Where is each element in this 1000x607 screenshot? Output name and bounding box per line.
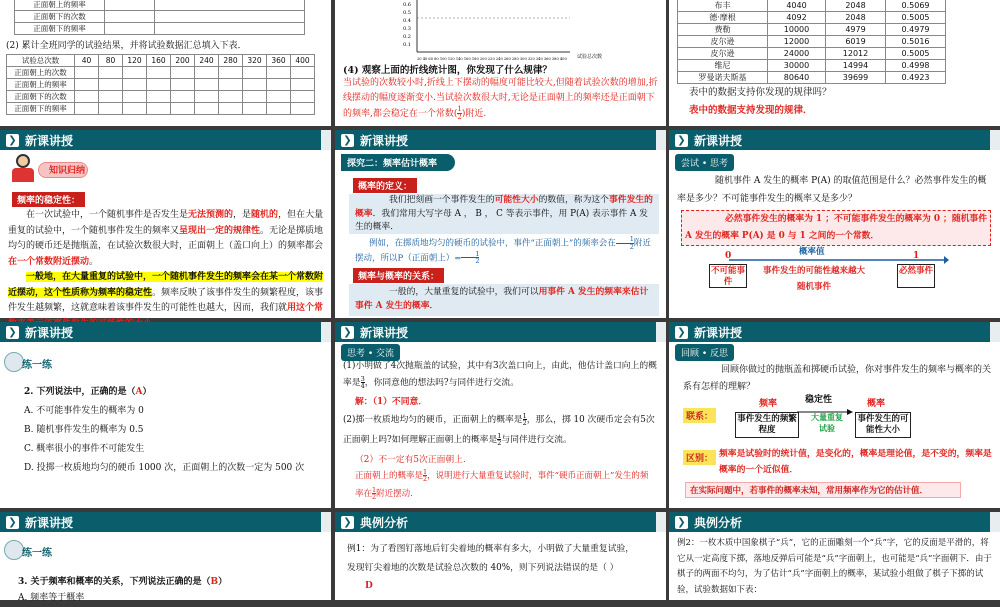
y-tick: 0.3: [403, 26, 411, 32]
text: 附近摆动，所以P（正面朝上）=: [355, 238, 651, 263]
table-cell: 0.5005: [886, 48, 946, 60]
table-cell: 14994: [826, 60, 886, 72]
text: 附近摆动.: [376, 489, 413, 499]
table-cell: 正面朝上的频率: [7, 79, 75, 91]
one-label: 1: [913, 251, 920, 261]
empty-cell[interactable]: [123, 79, 147, 91]
empty-cell[interactable]: [291, 79, 315, 91]
empty-cell[interactable]: [219, 103, 243, 115]
table-cell: 正面朝上的频率: [15, 0, 105, 11]
table-cell: 2048: [826, 0, 886, 12]
text: 一般的，大量重复的试验中，我们可以: [389, 287, 539, 297]
flag-decoration: [321, 322, 331, 342]
table-cell: 12000: [768, 36, 826, 48]
table-header: 试验总次数: [7, 55, 75, 67]
slide-2[interactable]: [335, 0, 666, 126]
impossible-event-box: 不可能事件: [710, 266, 745, 287]
table-cell: 正面朝下的频率: [7, 103, 75, 115]
empty-cell[interactable]: [267, 67, 291, 79]
empty-cell[interactable]: [195, 79, 219, 91]
fraction: [616, 236, 634, 250]
section-header: [669, 322, 1000, 342]
denominator: 2: [457, 113, 462, 121]
empty-cell[interactable]: [243, 91, 267, 103]
option-a[interactable]: A. 频率等于概率: [18, 593, 85, 603]
numerator: 3: [360, 374, 365, 383]
record-table-top: [14, 0, 305, 35]
text: ．我们常用大写字母 A ， B ， C 等表示事件，用 P(A) 表示事件 A 发生的概率．: [355, 208, 648, 232]
option-b[interactable]: B. 随机事件发生的概率为 0.5: [24, 425, 144, 435]
table-header: 40: [75, 55, 99, 67]
empty-cell[interactable]: [75, 103, 99, 115]
table-row: [678, 48, 946, 60]
answer-letter: D: [365, 581, 373, 591]
question-2: [343, 410, 661, 450]
denominator: 4: [360, 382, 365, 390]
slide-5[interactable]: [335, 130, 666, 318]
slide-12[interactable]: [669, 512, 1000, 600]
table-cell: 费勒: [678, 24, 768, 36]
header-title: 新课讲授: [25, 133, 74, 148]
empty-cell[interactable]: [267, 79, 291, 91]
numerator: 1: [457, 105, 462, 113]
table-cell: 正面朝下的频率: [15, 23, 105, 35]
text: 2. 下列说法中，正确的是（: [24, 387, 136, 397]
section-header: [335, 322, 666, 342]
table-cell: 30000: [768, 60, 826, 72]
definition-text: [355, 194, 655, 235]
text: 在一次试验中，一个随机事件是否发生是: [26, 210, 189, 220]
table-cell: 0.5005: [886, 12, 946, 24]
text: ，是: [233, 210, 252, 220]
probability-value-label: 概率值: [799, 247, 825, 257]
numerator: 1: [497, 431, 502, 440]
text-red: 用事件 A 发生的频率来估计事件 A 发生的概率: [355, 287, 649, 311]
note-box: 在实际问题中，若事件的概率未知，常用频率作为它的估计值．: [685, 482, 961, 498]
y-tick: 0.5: [403, 10, 411, 16]
chevron-icon: ❯: [6, 326, 19, 339]
question-text: [24, 384, 152, 401]
text: ，你同意他的想法吗?与同伴进行交流。: [364, 378, 520, 388]
answer-text: [343, 76, 661, 122]
table-cell: 罗曼诺夫斯基: [678, 72, 768, 84]
flag-decoration: [321, 130, 331, 150]
header-title: 新课讲授: [360, 133, 409, 148]
definition-label: 概率的定义：: [353, 178, 417, 193]
text-red: 可能性大小: [494, 195, 539, 205]
example-text: [355, 236, 655, 265]
section-header: [335, 130, 666, 150]
flag-decoration: [656, 322, 666, 342]
denominator: 2: [629, 242, 634, 251]
header-title: 新课讲授: [360, 325, 409, 340]
table-cell: 布丰: [678, 0, 768, 12]
text: ，说明进行大量重复试验时，事件“硬币正面朝上”发生的频率在: [355, 471, 649, 499]
slide-3[interactable]: [669, 0, 1000, 126]
answer-text: 表中的数据支持发现的规律．: [689, 105, 813, 116]
badge-label: 练一练: [22, 360, 52, 371]
empty-cell[interactable]: [267, 103, 291, 115]
text: ，那么，掷 10 次硬币定会有5次正面朝上吗?如何理解正面朝上的概率是: [343, 415, 655, 445]
table-cell: 0.4923: [886, 72, 946, 84]
answer-letter: B: [210, 577, 219, 587]
flag-decoration: [990, 512, 1000, 532]
table-cell: 24000: [768, 48, 826, 60]
example-text: 例2：一枚木质中国象棋子“兵”，它的正面雕刻一个“兵”字，它的反面是平滑的，将它从一定高度下掷，落地反弹后可能是“兵”字面朝上，也可能是“兵”字面朝下．由于棋子的两面不均匀，为了估计“兵”字面朝上的概率，某试验小组做了棋子下掷的试验，试验数据如下表：: [677, 538, 992, 595]
slide-10[interactable]: [0, 512, 331, 603]
text: 。无论是掷质地均匀的硬币还是抛瓶盖，在试验次数很大时，正面朝上（盖口向上）的频率都会: [8, 225, 324, 251]
header-title: 新课讲授: [694, 133, 743, 148]
chevron-icon: ❯: [675, 326, 688, 339]
text: 例如，在掷质地均匀的硬币的试验中，事件“正面朝上”的频率会在: [369, 238, 616, 249]
chevron-icon: ❯: [6, 134, 19, 147]
try-think-tag: 尝试 • 思考: [675, 154, 734, 171]
numerator: 1: [423, 467, 428, 476]
think-exchange-tag: 思考 • 交流: [341, 344, 400, 361]
chevron-icon: ❯: [675, 516, 688, 529]
section-header: [669, 512, 1000, 532]
text: 我们把刻画一个事件发生的: [389, 195, 495, 205]
text: ）: [142, 387, 152, 397]
table-header: 320: [243, 55, 267, 67]
empty-cell[interactable]: [219, 91, 243, 103]
slide-8[interactable]: [335, 322, 666, 508]
table-cell: 12012: [826, 48, 886, 60]
empty-cell[interactable]: [75, 91, 99, 103]
table-cell: 0.4998: [886, 60, 946, 72]
denominator: 2: [372, 493, 377, 501]
frequency-box: 事件发生的频繁程度: [735, 412, 799, 438]
zero-label: 0: [725, 251, 732, 261]
table-cell: 2048: [826, 12, 886, 24]
flag-decoration: [656, 130, 666, 150]
text: (1)小明做了4次抛瓶盖的试验，其中有3次盖口向上，由此，他估计盖口向上的概率是: [343, 361, 657, 388]
table-row: [678, 60, 946, 72]
empty-cell[interactable]: [195, 103, 219, 115]
question-text: 表中的数据支持你发现的规律吗？: [689, 87, 832, 98]
answer-letter: A: [135, 387, 143, 397]
question-text: [18, 574, 227, 591]
text: 与同伴进行交流。: [501, 435, 572, 445]
text-highlight: 一般地，在大量重复的试验中，一个随机事件发生的频率会在某一个常数附近摆动，这个性质称为频率的稳定性: [8, 272, 324, 298]
text: 正面朝上的概率是: [355, 471, 424, 481]
option-d[interactable]: D. 投掷一枚质地均匀的硬币 1000 次，正面朝上的次数一定为 500 次: [24, 463, 305, 473]
text-red: 呈现出一定的规律性: [179, 225, 261, 236]
paragraph-1: [8, 208, 326, 270]
section-header: [0, 322, 331, 342]
empty-cell[interactable]: [75, 79, 99, 91]
slide-9[interactable]: [669, 322, 1000, 508]
probability-label: 概率: [867, 399, 886, 409]
text-red: 用这个常: [287, 303, 324, 313]
example-text: [347, 540, 637, 578]
frequency-label: 频率: [759, 399, 778, 409]
empty-cell[interactable]: [99, 67, 123, 79]
review-tag: 回顾 • 反思: [675, 344, 734, 361]
text: ．: [429, 301, 439, 311]
chevron-icon: ❯: [341, 516, 354, 529]
knowledge-badge: [38, 162, 88, 178]
empty-cell[interactable]: [171, 67, 195, 79]
certain-event-box: 必然事件: [897, 264, 935, 288]
table-header: 200: [171, 55, 195, 67]
section-header: [0, 512, 331, 532]
table-cell: 4092: [768, 12, 826, 24]
empty-cell[interactable]: [147, 91, 171, 103]
question-text: (2) 累计全班同学的试验结果，并将试验数据汇总填入下表．: [6, 41, 247, 51]
slide-1[interactable]: [0, 0, 331, 126]
table-cell: 正面朝下的次数: [7, 91, 75, 103]
chevron-icon: ❯: [341, 326, 354, 339]
answer-end: )附近.: [461, 109, 487, 119]
practice-badge: [4, 352, 64, 374]
table-row: [678, 12, 946, 24]
fraction: [461, 251, 479, 265]
table-cell: 10000: [768, 24, 826, 36]
question-1: [343, 358, 661, 392]
text-red: 无法预测的: [188, 210, 234, 220]
x-ticks: 20 40 60 80 100 120 140 160 180 200 220 240 260 280 300 320 340 360 380 400: [417, 57, 567, 61]
table-header: 240: [195, 55, 219, 67]
numerator: 1: [616, 236, 634, 244]
options-list: [24, 402, 314, 478]
increasing-label: 事件发生的可能性越来越大: [763, 266, 866, 276]
table-cell: 0.5016: [886, 36, 946, 48]
flag-decoration: [656, 512, 666, 532]
repeat-trials-label: 大量重复试验: [811, 412, 843, 433]
table-cell: 正面朝下的次数: [15, 11, 105, 23]
line-chart-axes: [395, 0, 655, 62]
table-row: [678, 24, 946, 36]
y-tick: 0.1: [403, 42, 411, 48]
empty-cell[interactable]: [123, 91, 147, 103]
table-row: [678, 0, 946, 12]
y-tick: 0.2: [403, 34, 411, 40]
header-title: 新课讲授: [694, 325, 743, 340]
section-label: 频率的稳定性：: [12, 192, 85, 207]
chevron-icon: ❯: [6, 516, 19, 529]
text-red: 在一个常数附近摆动: [8, 256, 90, 267]
difference-text: 频率是试验时的统计值，是变化的，概率是理论值，是不变的，频率是概率的一个近似值．: [719, 449, 992, 475]
inquiry-tag: 探究二：频率估计概率: [341, 154, 455, 171]
empty-cell[interactable]: [195, 91, 219, 103]
empty-cell[interactable]: [243, 103, 267, 115]
table-header: 80: [99, 55, 123, 67]
header-title: 新课讲授: [25, 325, 74, 340]
y-tick: 0.4: [403, 18, 411, 24]
header-title: 典例分析: [694, 515, 743, 530]
header-title: 典例分析: [360, 515, 409, 530]
answer-3: [355, 467, 655, 503]
x-label: 试验总次数: [577, 54, 603, 60]
empty-cell[interactable]: [123, 67, 147, 79]
flag-decoration: [321, 512, 331, 532]
relation-text: [355, 285, 655, 313]
table-row: [678, 72, 946, 84]
denominator: 2: [497, 439, 502, 447]
table-cell: 维尼: [678, 60, 768, 72]
table-cell: 0.4979: [886, 24, 946, 36]
denominator: 2: [475, 257, 480, 265]
option-c[interactable]: C. 概率很小的事件不可能发生: [24, 444, 145, 454]
chevron-icon: ❯: [675, 134, 688, 147]
slide-6[interactable]: [669, 130, 1000, 318]
table-cell: 4979: [826, 24, 886, 36]
table-cell: 80640: [768, 72, 826, 84]
slide-11[interactable]: [335, 512, 666, 600]
badge-label: 练一练: [22, 548, 52, 559]
text: 例1：为了看图钉落地后钉尖着地的概率有多大，小明做了大量重复试验，发现钉尖着地的次数是试验总次数的 40%，则下列说法错误的是（ ）: [347, 544, 635, 573]
table-cell: 4040: [768, 0, 826, 12]
summary-table: [6, 54, 315, 115]
header-title: 新课讲授: [25, 515, 74, 530]
table-cell: 0.5069: [886, 0, 946, 12]
relation-label: 联系：: [683, 408, 716, 423]
empty-cell[interactable]: [291, 67, 315, 79]
slide-4[interactable]: [0, 130, 331, 318]
text-red: 事件发生的概率: [355, 195, 653, 219]
y-tick: 0.6: [403, 2, 411, 8]
empty-cell[interactable]: [147, 79, 171, 91]
question-text: 随机事件 A 发生的概率 P(A) 的取值范围是什么？必然事件发生的概率是多少？不可能事件发生的概率又是多少？: [677, 176, 987, 204]
table-cell: 正面朝上的次数: [7, 67, 75, 79]
empty-cell[interactable]: [219, 79, 243, 91]
empty-cell[interactable]: [123, 103, 147, 115]
difference-label: 区别：: [683, 450, 716, 465]
section-header: [0, 130, 331, 150]
empty-cell[interactable]: [171, 91, 195, 103]
text: ，但在大量重复的试验中，一个随机事件发生的频率又: [8, 210, 324, 236]
text: (2)掷一枚质地均匀的硬币，正面朝上的概率是: [343, 415, 523, 425]
table-header: 120: [123, 55, 147, 67]
text: 的数值，称为这个: [538, 195, 609, 205]
empty-cell[interactable]: [243, 79, 267, 91]
empty-cell[interactable]: [267, 91, 291, 103]
table-cell: 皮尔逊: [678, 48, 768, 60]
empty-cell[interactable]: [291, 103, 315, 115]
chevron-icon: ❯: [341, 134, 354, 147]
text: 3. 关于频率和概率的关系，下列说法正确的是（: [18, 577, 211, 587]
empty-cell[interactable]: [171, 79, 195, 91]
numerator: 1: [461, 251, 479, 259]
probability-box: 事件发生的可能性大小: [855, 412, 911, 438]
empty-cell[interactable]: [147, 67, 171, 79]
text: 。: [89, 256, 99, 267]
flag-decoration: [990, 322, 1000, 342]
question-text: 回顾你做过的抛瓶盖和掷硬币试验，你对事件发生的频率与概率的关系有怎样的理解？: [683, 365, 992, 392]
flag-decoration: [990, 130, 1000, 150]
empty-cell[interactable]: [99, 79, 123, 91]
numerator: 1: [522, 411, 527, 420]
relation-label: 频率与概率的关系：: [353, 268, 444, 283]
text-red: 随机的: [251, 210, 279, 220]
answer-1: 解：（1）不同意．: [355, 397, 428, 407]
empty-cell[interactable]: [99, 103, 123, 115]
empty-cell[interactable]: [243, 67, 267, 79]
table-header: 400: [291, 55, 315, 67]
empty-cell[interactable]: [75, 67, 99, 79]
empty-cell[interactable]: [195, 67, 219, 79]
denominator: 2: [522, 419, 527, 427]
empty-cell[interactable]: [99, 91, 123, 103]
teacher-icon: [10, 154, 36, 186]
slide-7[interactable]: [0, 322, 331, 508]
stability-label: 稳定性: [805, 395, 833, 405]
answer-2: （2）不一定有5次正面朝上.: [355, 455, 466, 465]
empty-cell[interactable]: [147, 103, 171, 115]
table-header: 360: [267, 55, 291, 67]
empty-cell[interactable]: [171, 103, 195, 115]
random-event-label: 随机事件: [797, 282, 832, 292]
answer-text: 必然事件发生的概率为 1 ；不可能事件发生的概率为 0 ；随机事件 A 发生的概率 P(A) 是 0 与 1 之间的一个常数．: [685, 214, 988, 241]
section-header: [335, 512, 666, 532]
denominator: 2: [423, 475, 428, 483]
table-row: [678, 36, 946, 48]
empty-cell[interactable]: [291, 91, 315, 103]
table-cell: 6019: [826, 36, 886, 48]
section-header: [669, 130, 1000, 150]
table-cell: 皮尔逊: [678, 36, 768, 48]
text: 。频率反映了该事件发生的频繁程度，该事件发生越频繁，这就意味着该事件发生的可能性也越大，因而，我们就: [8, 287, 324, 313]
badge-label: 知识归纳: [49, 166, 86, 176]
empty-cell[interactable]: [219, 67, 243, 79]
question-text: (4) 观察上面的折线统计图，你发现了什么规律？: [343, 65, 552, 76]
option-a[interactable]: A. 不可能事件发生的概率为 0: [24, 406, 144, 416]
numerator: 1: [372, 485, 377, 494]
text: ）: [218, 577, 228, 587]
practice-badge: [4, 540, 64, 562]
historical-table: [677, 0, 946, 84]
table-cell: 39699: [826, 72, 886, 84]
answer-body: 当试验的次数较小时,折线上下摆动的幅度可能比较大,但随着试验次数的增加,折线摆动的幅度逐渐变小.当试验次数很大时,无论是正面朝上的频率还是正面朝下的频率,都会稳定在一个常数(: [343, 78, 658, 119]
table-header: 280: [219, 55, 243, 67]
table-cell: 德·摩根: [678, 12, 768, 24]
table-header: 160: [147, 55, 171, 67]
